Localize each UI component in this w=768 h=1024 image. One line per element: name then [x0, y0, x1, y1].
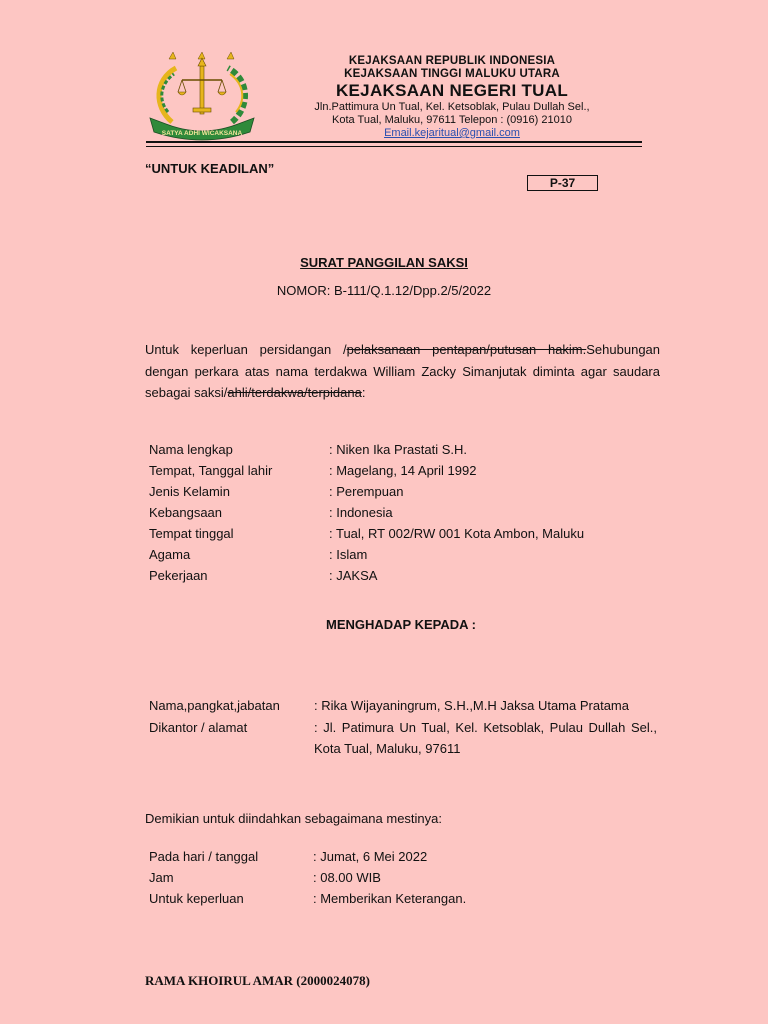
schedule-row-date [149, 846, 466, 867]
identity-row-nationality [149, 502, 584, 523]
signer-name: RAMA KHOIRUL AMAR (2000024078) [145, 973, 370, 988]
officer-label: Nama,pangkat,jabatan [149, 698, 280, 713]
schedule-row-time [149, 867, 466, 888]
motto: “UNTUK KEADILAN” [145, 161, 275, 176]
officer-label: Dikantor / alamat [149, 719, 248, 735]
letterhead-divider-thick [146, 141, 642, 143]
identity-value: : Perempuan [329, 484, 404, 499]
identity-row-occupation [149, 565, 584, 586]
identity-value: : Islam [329, 547, 368, 562]
officer-row-address [149, 717, 657, 760]
schedule-label: Untuk keperluan [149, 891, 244, 906]
letterhead-address-1: Jln.Pattimura Un Tual, Kel. Ketsoblak, Pulau Dullah Sel., [314, 101, 590, 113]
identity-row-religion [149, 544, 584, 565]
schedule-label: Jam [149, 870, 174, 885]
letterhead-line-2: KEJAKSAAN TINGGI MALUKU UTARA [344, 68, 560, 80]
letterhead-email-link[interactable]: Email.kejaritual@gmail.com [384, 127, 520, 139]
identity-label: Pekerjaan [149, 568, 208, 583]
identity-row-name [149, 439, 584, 460]
schedule-value: : Jumat, 6 Mei 2022 [313, 849, 428, 864]
schedule-value: : 08.00 WIB [313, 870, 381, 885]
para-strike-2: ahli/terdakwa/terpidana [227, 385, 362, 400]
section-heading-appear-before: MENGHADAP KEPADA : [326, 617, 476, 632]
para-strike-1: pelaksanaan pentapan/putusan hakim. [346, 342, 587, 357]
document-number: NOMOR: B-111/Q.1.12/Dpp.2/5/2022 [276, 283, 492, 298]
para-part-3: : [361, 385, 366, 400]
para-part-2: Sehubungan dengan perkara atas nama terdakwa William Zacky Simanjutak diminta agar saudara sebagai saksi/ [145, 342, 661, 400]
para-part-1: Untuk keperluan persidangan / [145, 342, 347, 357]
schedule-list [149, 846, 466, 909]
officer-row-name [149, 695, 657, 717]
identity-value: : Indonesia [329, 505, 393, 520]
letterhead-address-2: Kota Tual, Maluku, 97611 Telepon : (0916) 21010 [332, 114, 572, 126]
document-title: SURAT PANGGILAN SAKSI [300, 255, 468, 270]
identity-label: Nama lengkap [149, 442, 233, 457]
letterhead-office-name: KEJAKSAAN NEGERI TUAL [335, 81, 569, 100]
letterhead [262, 55, 642, 140]
identity-label: Tempat, Tanggal lahir [149, 463, 273, 478]
kejaksaan-logo-icon [146, 52, 258, 144]
svg-text:SATYA ADHI WICAKSANA: SATYA ADHI WICAKSANA [161, 130, 243, 137]
letterhead-divider-thin [146, 146, 642, 147]
identity-value: : Magelang, 14 April 1992 [329, 463, 477, 478]
schedule-label: Pada hari / tanggal [149, 849, 259, 864]
identity-label: Agama [149, 547, 191, 562]
form-code-box: P-37 [527, 175, 598, 191]
officer-value: : Jl. Patimura Un Tual, Kel. Ketsoblak, Pulau Dullah Sel., Kota Tual, Maluku, 97611 [314, 719, 657, 756]
identity-value: : Niken Ika Prastati S.H. [329, 442, 467, 457]
identity-value: : Tual, RT 002/RW 001 Kota Ambon, Maluku [329, 526, 585, 541]
schedule-row-purpose [149, 888, 466, 909]
intro-paragraph [145, 339, 660, 404]
officer-value: : Rika Wijayaningrum, S.H.,M.H Jaksa Utama Pratama [314, 698, 629, 713]
identity-label: Jenis Kelamin [149, 484, 230, 499]
schedule-value: : Memberikan Keterangan. [313, 891, 467, 906]
letterhead-line-1: KEJAKSAAN REPUBLIK INDONESIA [348, 55, 556, 67]
witness-identity-list [149, 439, 584, 586]
closing-sentence: Demikian untuk diindahkan sebagaimana mestinya: [145, 811, 443, 826]
identity-row-residence [149, 523, 584, 544]
officer-details [149, 695, 657, 760]
identity-row-gender [149, 481, 584, 502]
identity-row-birth [149, 460, 584, 481]
identity-label: Kebangsaan [149, 505, 223, 520]
identity-label: Tempat tinggal [149, 526, 234, 541]
identity-value: : JAKSA [329, 568, 378, 583]
